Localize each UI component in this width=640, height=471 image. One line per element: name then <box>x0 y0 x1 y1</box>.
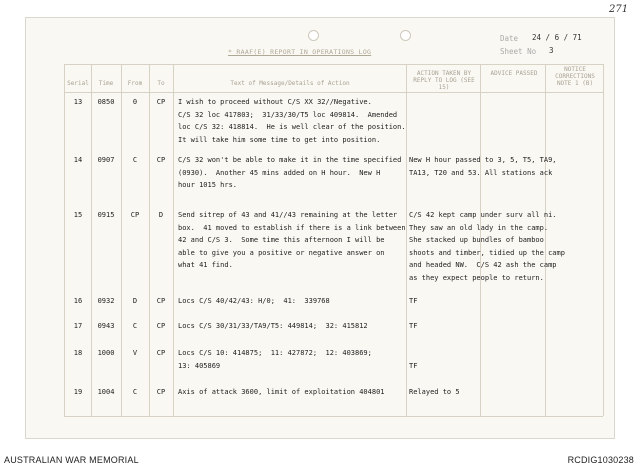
entry-message-line: It will take him some time to get into position. <box>178 135 381 144</box>
entry-action-line: TA13, T20 and 53. All stations ack <box>409 168 553 177</box>
entry-action-line: C/S 42 kept camp under surv all ni. <box>409 211 557 219</box>
punch-hole <box>308 30 319 41</box>
entry-time: 1004 <box>97 388 115 396</box>
entry-message-line: Locs C/S 10: 414875; 11: 427872; 12: 403869; <box>178 349 372 357</box>
entry-message-line: Locs C/S 40/42/43: H/0; 41: 339768 <box>178 297 330 305</box>
entry-action-line: TF <box>409 297 418 305</box>
footer-source: AUSTRALIAN WAR MEMORIAL <box>4 455 139 465</box>
grid-column-rule <box>91 64 92 416</box>
date-value: 24 / 6 / 71 <box>532 33 582 42</box>
grid-column-rule <box>406 64 407 416</box>
grid-column-rule <box>545 64 546 416</box>
entry-message-line: I wish to proceed without C/S XX 32//Negative. <box>178 98 372 106</box>
entry-time: 0943 <box>97 322 115 330</box>
column-header-from: From <box>127 80 143 87</box>
entry-to: D <box>158 211 164 219</box>
entry-from: V <box>132 349 138 357</box>
entry-message-line: hour 1015 hrs. <box>178 181 238 189</box>
entry-action-line: as they expect people to return. <box>409 273 544 282</box>
entry-time: 0932 <box>97 297 115 305</box>
entry-action-line: TF <box>409 322 418 330</box>
entry-serial: 13 <box>73 98 83 106</box>
entry-action-line: and headed NW. C/S 42 ash the camp <box>409 261 557 269</box>
column-header-advice: ADVICE PASSED <box>490 70 538 77</box>
grid-column-rule <box>173 64 174 416</box>
form-title: * RAAF(E) REPORT IN OPERATIONS LOG <box>228 48 372 56</box>
footer-reference: RCDIG1030238 <box>567 455 634 465</box>
entry-message-line: what 41 find. <box>178 261 233 269</box>
grid-row-rule <box>64 416 603 417</box>
entry-serial: 19 <box>73 388 83 396</box>
entry-serial: 17 <box>73 322 83 330</box>
entry-from: CP <box>130 211 140 219</box>
column-header-action: ACTION TAKEN BY REPLY TO LOG (SEE 15) <box>413 70 475 91</box>
entry-time: 0850 <box>97 98 115 106</box>
sheet-value: 3 <box>549 46 554 55</box>
punch-hole <box>400 30 411 41</box>
entry-time: 0915 <box>97 211 115 219</box>
entry-message-line: C/S 32 won't be able to make it in the time specified <box>178 156 402 164</box>
column-header-message: Text of Message/Details of Action <box>230 80 350 87</box>
entry-message-line: 13: 405869 <box>178 361 221 370</box>
column-header-notes: NOTICE CORRECTIONS NOTE 1 (B) <box>555 66 595 87</box>
entry-action-line: shoots and timber, tidied up the camp <box>409 248 565 257</box>
grid-column-rule <box>64 64 65 416</box>
grid-column-rule <box>603 64 604 416</box>
entry-time: 0907 <box>97 156 115 164</box>
entry-to: CP <box>156 349 166 357</box>
grid-row-rule <box>64 64 603 65</box>
entry-to: CP <box>156 297 166 305</box>
entry-action-line: Relayed to 5 <box>409 388 460 396</box>
page-number-stamp: 271 <box>609 4 629 15</box>
entry-to: CP <box>156 156 166 164</box>
entry-message-line: Axis of attack 3600, limit of exploitation 404801 <box>178 388 385 396</box>
date-label: Date <box>500 34 519 43</box>
entry-time: 1000 <box>97 349 115 357</box>
entry-message-line: loc C/S 32: 418814. He is well clear of the position. <box>178 123 406 131</box>
entry-from: C <box>132 322 138 330</box>
entry-action-line: They saw an old lady in the camp. <box>409 223 549 232</box>
entry-from: 0 <box>132 98 138 106</box>
column-header-to: To <box>157 80 165 87</box>
entry-action-line: TF <box>409 361 418 370</box>
entry-action-line: She stacked up bundles of bamboo <box>409 236 544 244</box>
entry-to: CP <box>156 322 166 330</box>
entry-from: D <box>132 297 138 305</box>
entry-to: CP <box>156 98 166 106</box>
entry-message-line: (0930). Another 45 mins added on H hour. New H <box>178 168 381 177</box>
entry-action-line: New H hour passed to 3, 5, T5, TA9, <box>409 156 557 164</box>
entry-message-line: box. 41 moved to establish if there is a link between <box>178 223 406 232</box>
grid-column-rule <box>121 64 122 416</box>
entry-serial: 18 <box>73 349 83 357</box>
entry-from: C <box>132 388 138 396</box>
entry-message-line: 42 and C/S 3. Some time this afternoon I will be <box>178 236 385 244</box>
entry-message-line: C/S 32 loc 417803; 31/33/30/T5 loc 409814. Amended <box>178 110 398 119</box>
entry-message-line: Send sitrep of 43 and 41//43 remaining at the letter <box>178 211 398 219</box>
grid-row-rule <box>64 92 603 93</box>
grid-column-rule <box>149 64 150 416</box>
column-header-serial: Serial <box>67 80 89 87</box>
entry-serial: 16 <box>73 297 83 305</box>
entry-message-line: able to give you a positive or negative answer on <box>178 248 385 257</box>
entry-serial: 15 <box>73 211 83 219</box>
entry-from: C <box>132 156 138 164</box>
entry-serial: 14 <box>73 156 83 164</box>
entry-to: CP <box>156 388 166 396</box>
entry-message-line: Locs C/S 30/31/33/TA9/T5: 449814; 32: 415812 <box>178 322 368 330</box>
column-header-time: Time <box>98 80 114 87</box>
sheet-label: Sheet No <box>500 47 537 56</box>
